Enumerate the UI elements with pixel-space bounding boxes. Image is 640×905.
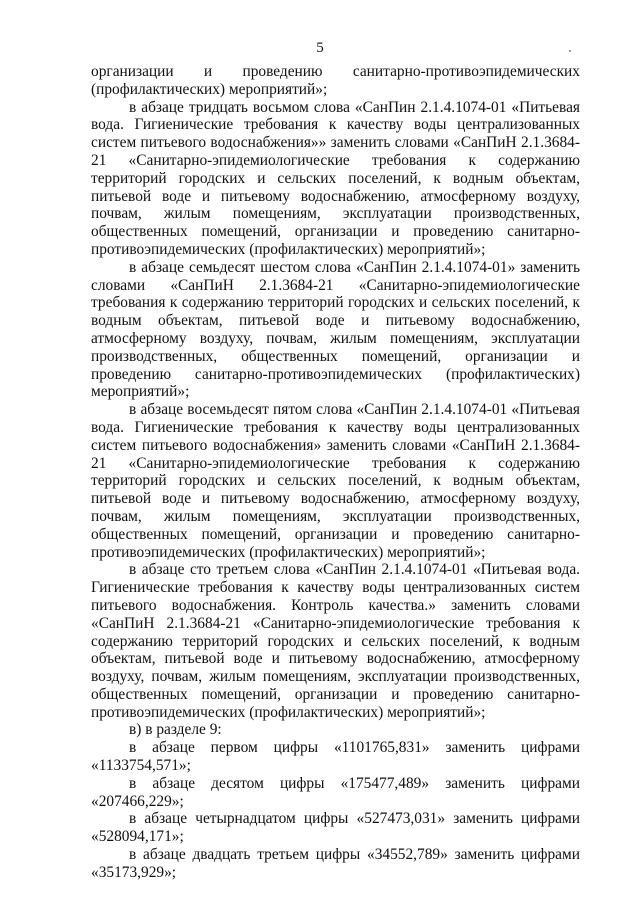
paragraph-figures-10: в абзаце десятом цифры «175477,489» заменить цифрами «207466,229»; xyxy=(91,774,580,810)
paragraph-figures-14: в абзаце четырнадцатом цифры «527473,031» заменить цифрами «528094,171»; xyxy=(91,810,580,846)
paragraph-figures-23: в абзаце двадцать третьем цифры «34552,789» заменить цифрами «35173,929»; xyxy=(91,846,580,881)
paragraph-amendment-85: в абзаце восемьдесят пятом слова «СанПин 2.1.4.1074-01 «Питьевая вода. Гигиенические требования к качеству воды централизованных систем питьевого водоснабжения» заменить словами «СанПиН 2.1.3684-21 «Санитарно-эпидемиологические требования к содержанию территорий городских и сельских поселений, к водным объектам, питьевой воде и питьевому водоснабжению, атмосферному воздуху, почвам, жилым помещениям, эксплуатации производственных, общественных помещений, организации и проведению санитарно-противоэпидемических (профилактических) мероприятий»; xyxy=(91,401,580,561)
paragraph-amendment-38: в абзаце тридцать восьмом слова «СанПин 2.1.4.1074-01 «Питьевая вода. Гигиенические требования к качеству воды централизованных систем питьевого водоснабжения»» заменить словами «СанПиН 2.1.3684-21 «Санитарно-эпидемиологические требования к содержанию территорий городских и сельских поселений, к водным объектам, питьевой воде и питьевому водоснабжению, атмосферному воздуху, почвам, жилым помещениям, эксплуатации производственных, общественных помещений, организации и проведению санитарно-противоэпидемических (профилактических) мероприятий»; xyxy=(91,98,580,258)
document-body xyxy=(91,63,580,882)
paragraph-figures-1: в абзаце первом цифры «1101765,831» заменить цифрами «1133754,571»; xyxy=(91,739,580,775)
paragraph-amendment-103: в абзаце сто третьем слова «СанПин 2.1.4.1074-01 «Питьевая вода. Гигиенические требования к качеству воды централизованных систем питьевого водоснабжения. Контроль качества.» заменить словами «СанПиН 2.1.3684-21 «Санитарно-эпидемиологические требования к содержанию территорий городских и сельских поселений, к водным объектам, питьевой воде и питьевому водоснабжению, атмосферному воздуху, почвам, жилым помещениям, эксплуатации производственных, общественных помещений, организации и проведению санитарно-противоэпидемических (профилактических) мероприятий»; xyxy=(91,561,580,721)
scan-speck xyxy=(569,50,571,52)
paragraph-continuation: организации и проведению санитарно-противоэпидемических (профилактических) мероприятий»; xyxy=(91,63,580,98)
paragraph-section-9: в) в разделе 9: xyxy=(129,721,222,739)
paragraph-amendment-76: в абзаце семьдесят шестом слова «СанПин 2.1.4.1074-01» заменить словами «СанПиН 2.1.3684-21 «Санитарно-эпидемиологические требования к содержанию территорий городских и сельских поселений, к водным объектам, питьевой воде и питьевому водоснабжению, атмосферному воздуху, почвам, жилым помещениям, эксплуатации производственных, общественных помещений, организации и проведению санитарно-противоэпидемических (профилактических) мероприятий»; xyxy=(91,258,580,401)
page-number: 5 xyxy=(316,40,324,56)
